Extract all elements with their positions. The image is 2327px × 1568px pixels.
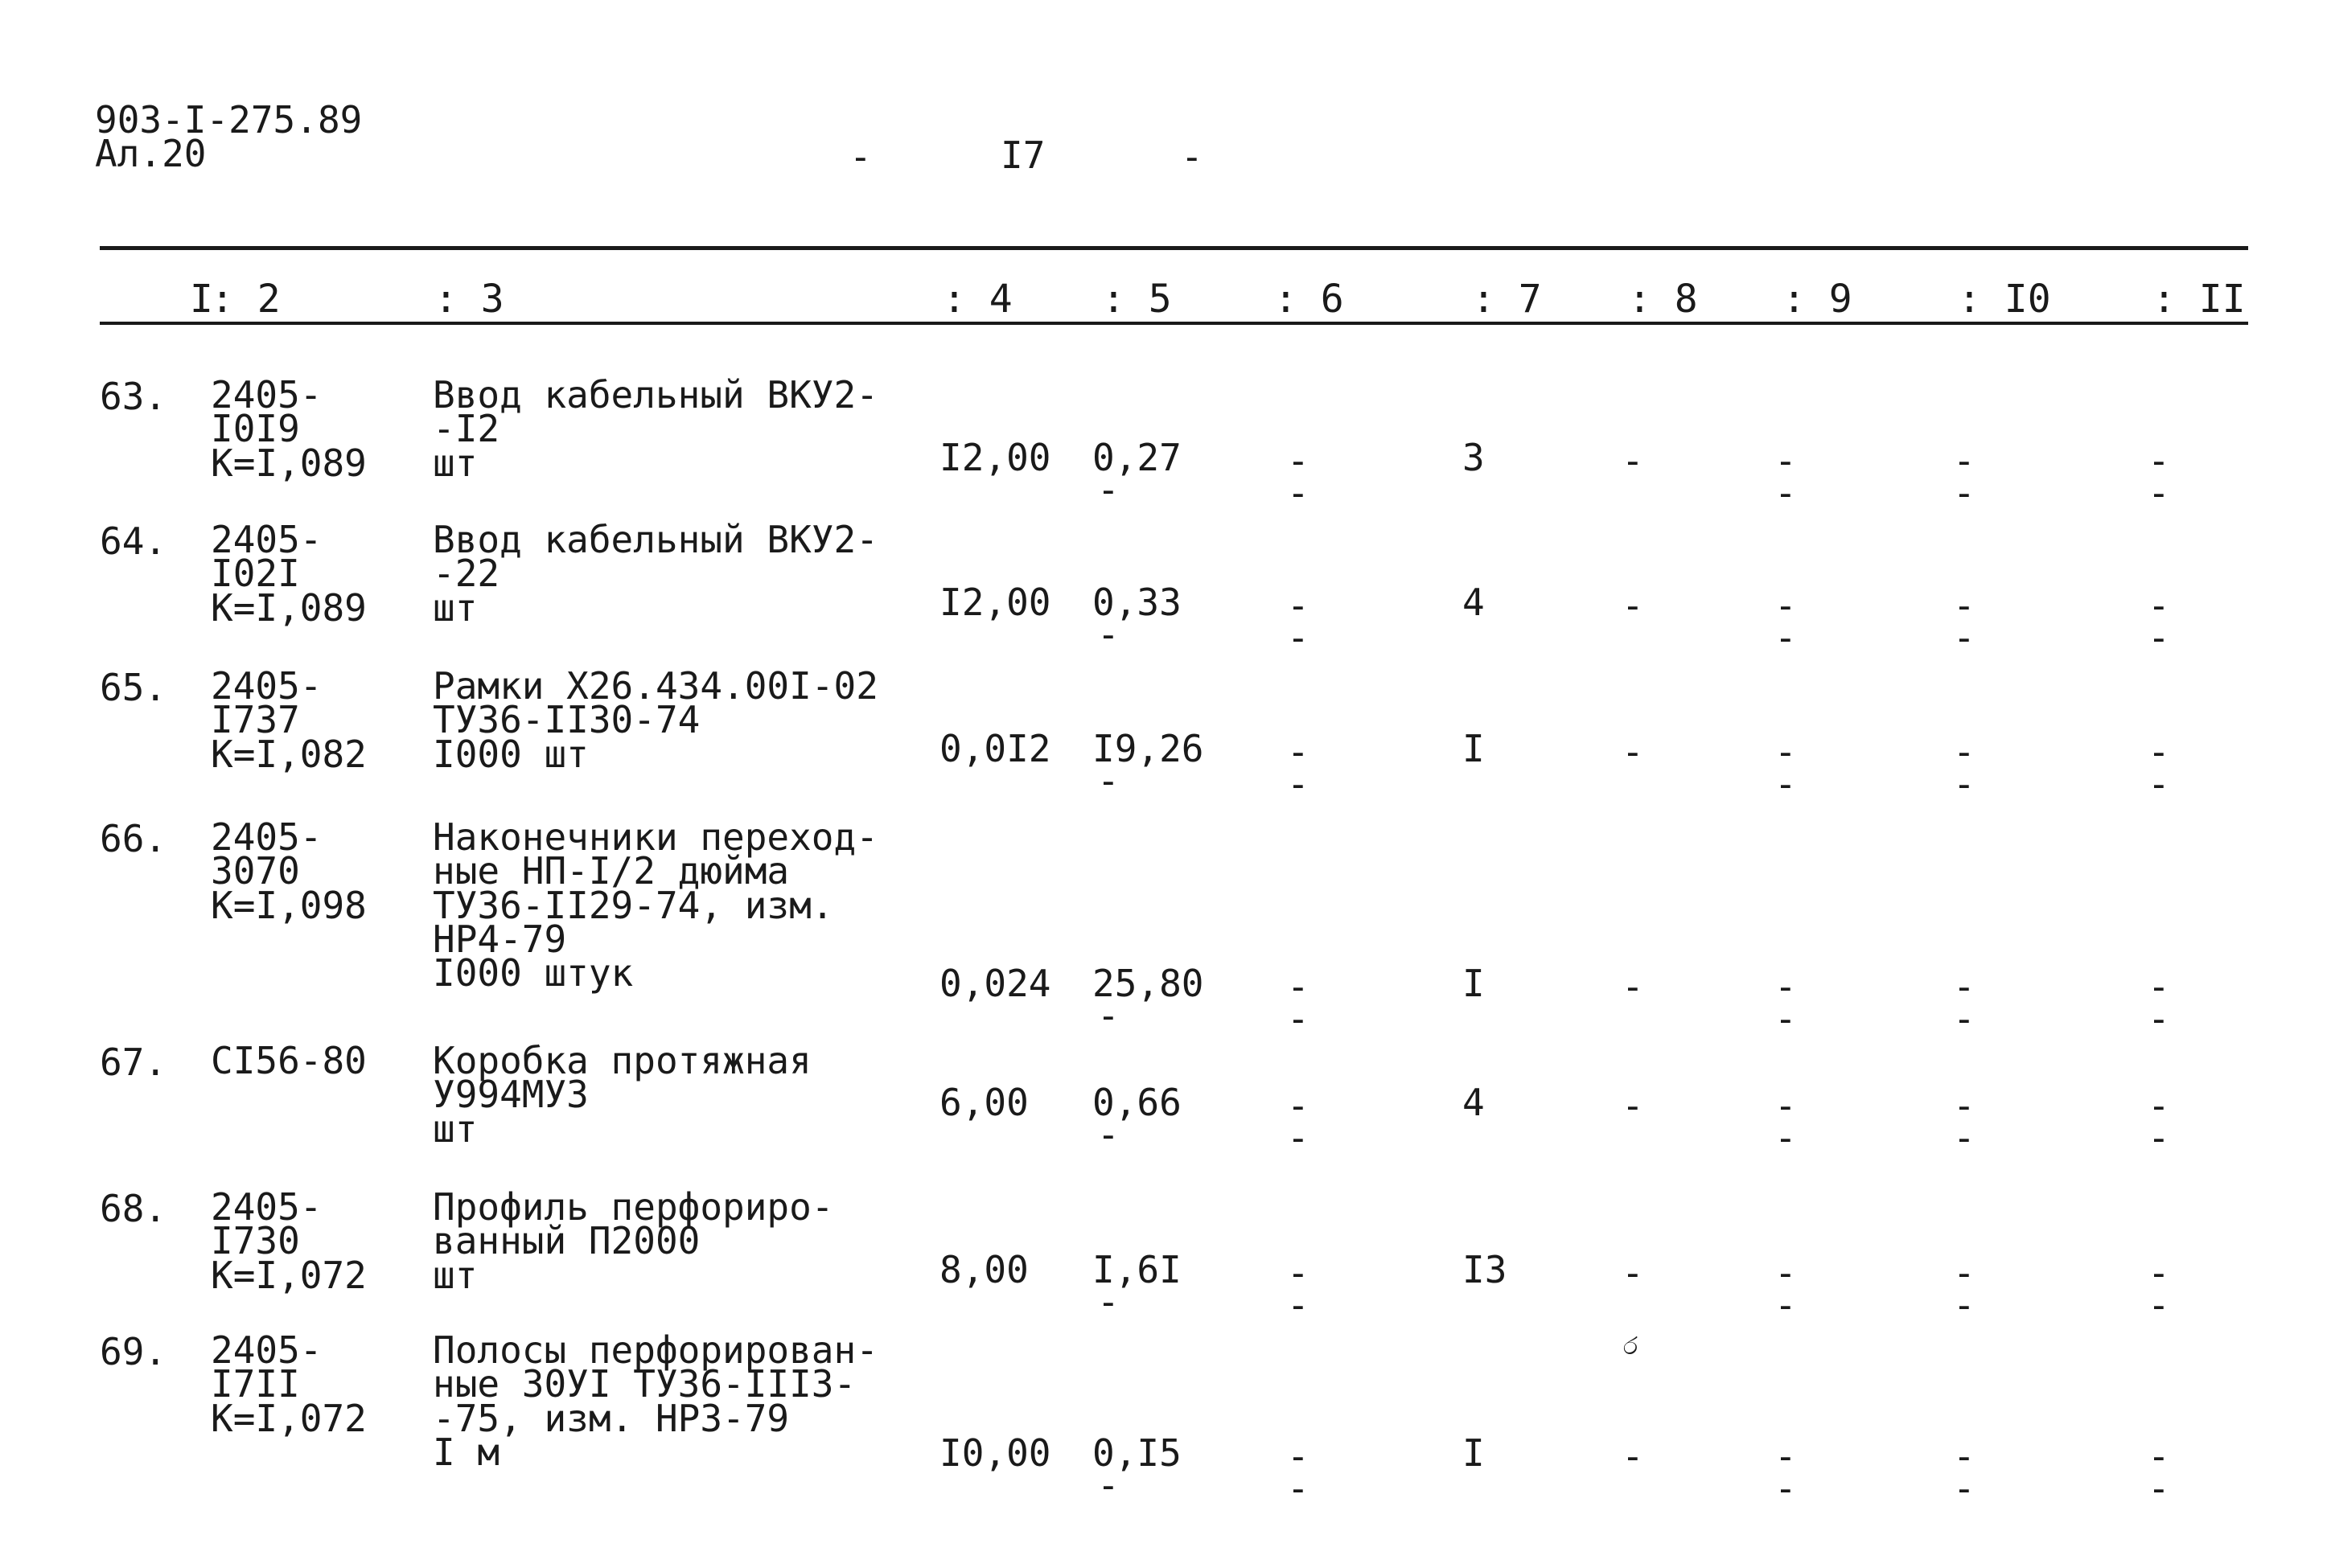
unit-price-dash: - [1097, 1113, 1120, 1156]
col9-dash-top: - [1774, 584, 1797, 627]
unit-price-value: 25,80 [1092, 962, 1204, 1005]
row-number: 65. [100, 666, 167, 709]
page-dash-left: - [849, 135, 872, 179]
col9-dash-top: - [1774, 1251, 1797, 1295]
item-code: 2405- 3070 K=I,098 [211, 815, 367, 927]
col6-dash-top: - [1287, 1251, 1309, 1295]
col9-dash-top: - [1774, 1084, 1797, 1127]
col10-dash-top: - [1953, 965, 1975, 1008]
col9-dash-bottom: - [1774, 471, 1797, 515]
col7-value: I [1462, 727, 1485, 770]
quantity-value: 0,024 [939, 962, 1051, 1005]
item-description: Полосы перфорирован- ные 30УI ТУ36-III3- -75, изм. НР3-79 I м [433, 1328, 878, 1474]
unit-price-value: 0,I5 [1092, 1431, 1182, 1475]
col7-value: 4 [1462, 581, 1485, 624]
col10-dash-bottom: - [1953, 616, 1975, 659]
col11-dash-bottom: - [2148, 762, 2170, 806]
col9-dash-top: - [1774, 1435, 1797, 1478]
unit-price-value: I9,26 [1092, 727, 1204, 770]
document-code: 903-I-275.89 [95, 98, 363, 142]
col8-dash: - [1622, 439, 1644, 482]
col9-dash-top: - [1774, 730, 1797, 774]
col10-dash-bottom: - [1953, 1116, 1975, 1160]
col7-value: I [1462, 962, 1485, 1005]
unit-price-value: 0,27 [1092, 436, 1182, 479]
col9-dash-bottom: - [1774, 1467, 1797, 1510]
col7-value: I [1462, 1431, 1485, 1475]
item-description: Профиль перфориро- ванный П2000 шт [433, 1185, 834, 1297]
col6-dash-top: - [1287, 1084, 1309, 1127]
col10-dash-bottom: - [1953, 997, 1975, 1041]
item-description: Ввод кабельный ВКУ2- -22 шт [433, 518, 878, 630]
col11-dash-bottom: - [2148, 616, 2170, 659]
col8-dash: - [1622, 1084, 1644, 1127]
col11-dash-top: - [2148, 965, 2170, 1008]
col7-value: I3 [1462, 1248, 1507, 1291]
quantity-value: I2,00 [939, 436, 1051, 479]
row-number: 63. [100, 375, 167, 418]
unit-price-value: 0,66 [1092, 1081, 1182, 1124]
col11-dash-top: - [2148, 1435, 2170, 1478]
col8-dash: - [1622, 965, 1644, 1008]
column-header-2: : 2 [211, 277, 281, 322]
col9-dash-bottom: - [1774, 1116, 1797, 1160]
quantity-value: I2,00 [939, 581, 1051, 624]
col6-dash-top: - [1287, 730, 1309, 774]
col9-dash-bottom: - [1774, 616, 1797, 659]
col9-dash-bottom: - [1774, 1283, 1797, 1327]
col9-dash-bottom: - [1774, 997, 1797, 1041]
column-header-4: : 4 [943, 277, 1013, 322]
stray-pen-mark: ර [1623, 1332, 1638, 1361]
item-code: 2405- I730 K=I,072 [211, 1185, 367, 1297]
col11-dash-top: - [2148, 1084, 2170, 1127]
col6-dash-bottom: - [1287, 997, 1309, 1041]
row-number: 69. [100, 1330, 167, 1373]
col10-dash-bottom: - [1953, 762, 1975, 806]
row-number: 64. [100, 519, 167, 563]
col7-value: 3 [1462, 436, 1485, 479]
column-header-1: I [190, 277, 213, 322]
sheet-label: Ал.20 [95, 132, 207, 175]
col11-dash-bottom: - [2148, 1116, 2170, 1160]
column-header-3: : 3 [434, 277, 504, 322]
row-number: 68. [100, 1187, 167, 1230]
column-header-9: : 9 [1782, 277, 1852, 322]
col10-dash-bottom: - [1953, 471, 1975, 515]
col8-dash: - [1622, 1251, 1644, 1295]
item-code: 2405- I7II K=I,072 [211, 1328, 367, 1440]
column-header-5: : 5 [1102, 277, 1172, 322]
col10-dash-top: - [1953, 439, 1975, 482]
col6-dash-bottom: - [1287, 616, 1309, 659]
row-number: 66. [100, 817, 167, 860]
item-code: 2405- I02I K=I,089 [211, 518, 367, 630]
col6-dash-bottom: - [1287, 471, 1309, 515]
col6-dash-top: - [1287, 439, 1309, 482]
column-header-10: : I0 [1958, 277, 2051, 322]
col10-dash-top: - [1953, 1251, 1975, 1295]
col10-dash-bottom: - [1953, 1467, 1975, 1510]
col6-dash-top: - [1287, 1435, 1309, 1478]
row-number: 67. [100, 1041, 167, 1084]
col11-dash-top: - [2148, 584, 2170, 627]
page-dash-right: - [1181, 135, 1203, 179]
col6-dash-bottom: - [1287, 1116, 1309, 1160]
unit-price-value: 0,33 [1092, 581, 1182, 624]
col8-dash: - [1622, 584, 1644, 627]
col9-dash-top: - [1774, 965, 1797, 1008]
item-description: Ввод кабельный ВКУ2- -I2 шт [433, 373, 878, 485]
col6-dash-bottom: - [1287, 1467, 1309, 1510]
item-code: 2405- I0I9 K=I,089 [211, 373, 367, 485]
col10-dash-top: - [1953, 584, 1975, 627]
col9-dash-bottom: - [1774, 762, 1797, 806]
column-header-6: : 6 [1274, 277, 1344, 322]
col11-dash-top: - [2148, 1251, 2170, 1295]
col6-dash-bottom: - [1287, 1283, 1309, 1327]
col7-value: 4 [1462, 1081, 1485, 1124]
quantity-value: 0,0I2 [939, 727, 1051, 770]
item-code: CI56-80 [211, 1039, 367, 1082]
item-description: Коробка протяжная У994МУ3 шт [433, 1039, 812, 1151]
column-header-8: : 8 [1628, 277, 1698, 322]
col10-dash-bottom: - [1953, 1283, 1975, 1327]
unit-price-dash: - [1097, 613, 1120, 656]
column-header-7: : 7 [1472, 277, 1542, 322]
col10-dash-top: - [1953, 730, 1975, 774]
quantity-value: 6,00 [939, 1081, 1029, 1124]
col6-dash-top: - [1287, 965, 1309, 1008]
unit-price-dash: - [1097, 468, 1120, 511]
table-header-rule [100, 322, 2248, 325]
item-code: 2405- I737 K=I,082 [211, 664, 367, 776]
col8-dash: - [1622, 730, 1644, 774]
unit-price-dash: - [1097, 759, 1120, 802]
col6-dash-bottom: - [1287, 762, 1309, 806]
page-number: I7 [1001, 133, 1046, 177]
col11-dash-top: - [2148, 439, 2170, 482]
quantity-value: 8,00 [939, 1248, 1029, 1291]
col11-dash-bottom: - [2148, 1283, 2170, 1327]
col10-dash-top: - [1953, 1084, 1975, 1127]
item-description: Наконечники переход- ные НП-I/2 дюйма ТУ36-II29-74, изм. НР4-79 I000 штук [433, 815, 878, 995]
col10-dash-top: - [1953, 1435, 1975, 1478]
col11-dash-bottom: - [2148, 1467, 2170, 1510]
column-header-11: : II [2152, 277, 2246, 322]
unit-price-dash: - [1097, 1280, 1120, 1324]
unit-price-dash: - [1097, 1463, 1120, 1507]
quantity-value: I0,00 [939, 1431, 1051, 1475]
item-description: Рамки Х26.434.00I-02 ТУ36-II30-74 I000 шт [433, 664, 878, 776]
col9-dash-top: - [1774, 439, 1797, 482]
table-top-rule [100, 246, 2248, 250]
col11-dash-bottom: - [2148, 471, 2170, 515]
col6-dash-top: - [1287, 584, 1309, 627]
unit-price-dash: - [1097, 994, 1120, 1037]
col11-dash-top: - [2148, 730, 2170, 774]
col11-dash-bottom: - [2148, 997, 2170, 1041]
col8-dash: - [1622, 1435, 1644, 1478]
unit-price-value: I,6I [1092, 1248, 1182, 1291]
